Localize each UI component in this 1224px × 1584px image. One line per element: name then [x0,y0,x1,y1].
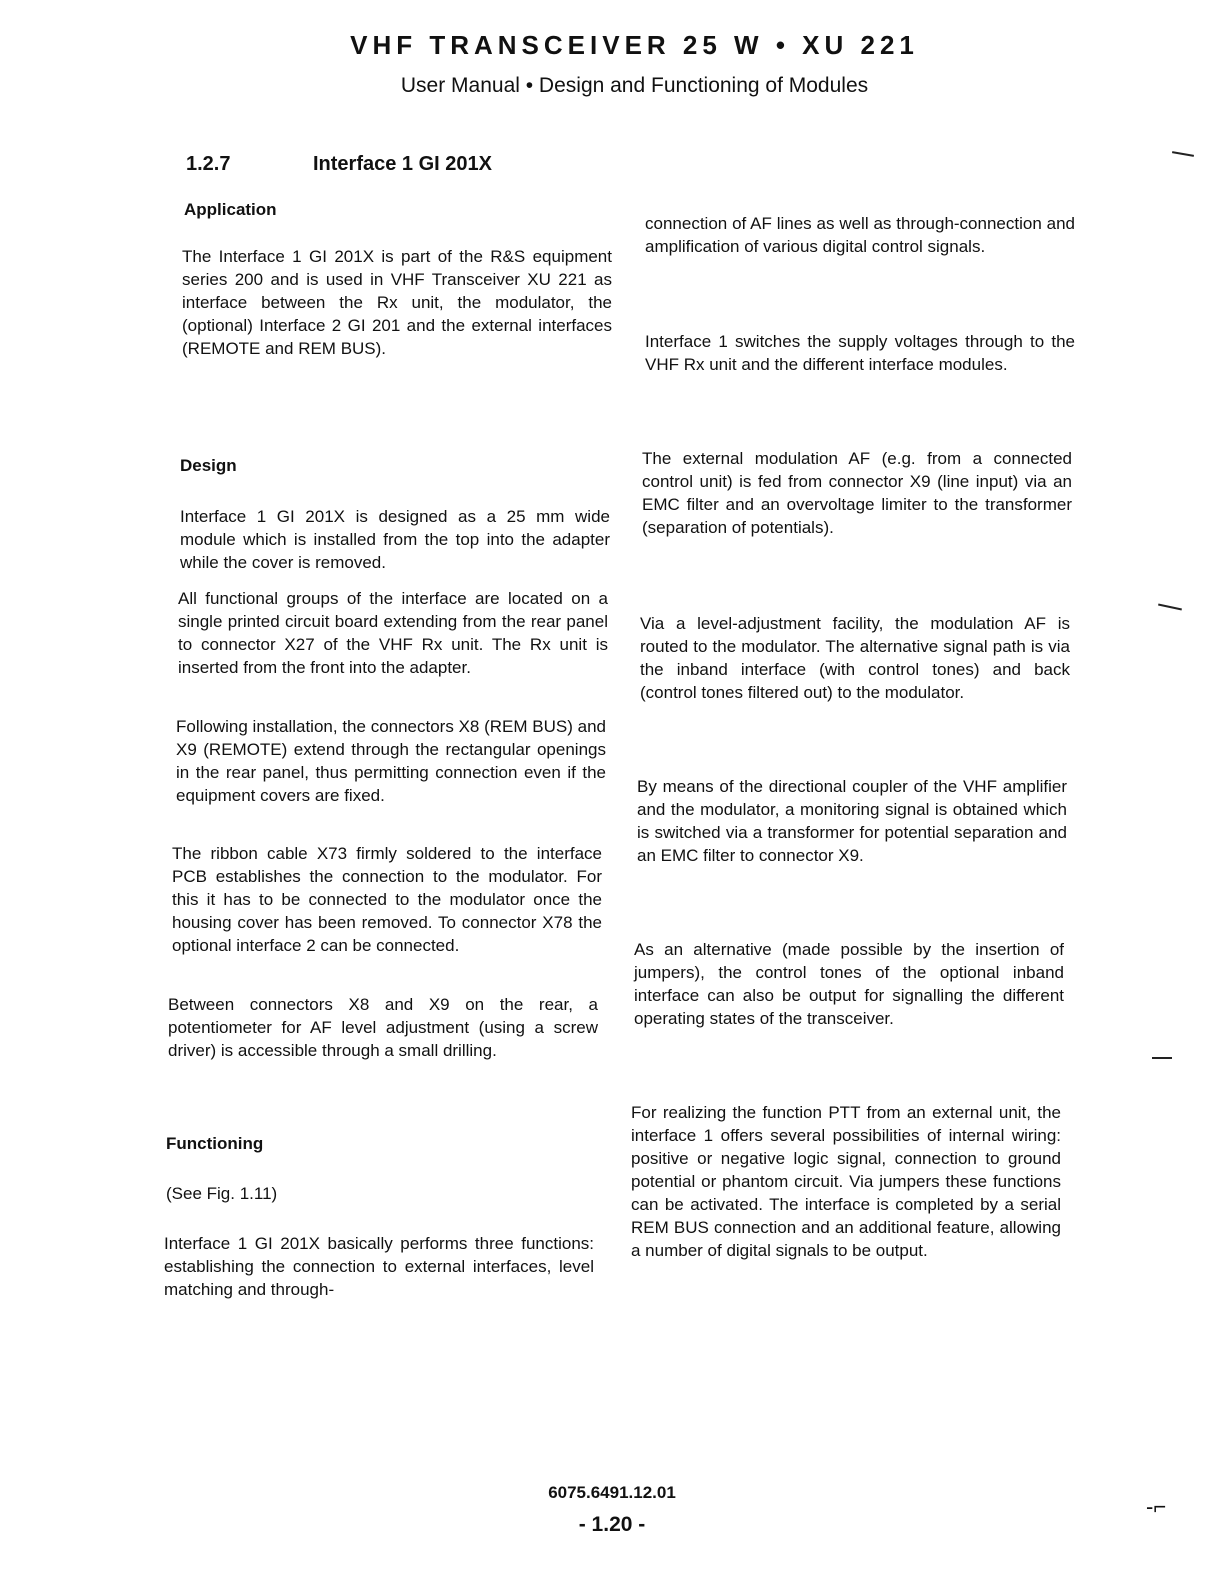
page-number: - 1.20 - [578,1513,646,1536]
design-paragraph-2: All functional groups of the interface are located on a single printed circuit board extending from the rear panel to connector X27 of the VHF Rx unit. The Rx unit is inserted from the front into the adapter. [178,589,608,677]
margin-mark [1172,151,1194,157]
page-subtitle: User Manual • Design and Functioning of Modules [400,74,869,97]
right-paragraph-5: By means of the directional coupler of the VHF amplifier and the modulator, a monitoring signal is obtained which is switched via a transformer for potential separation and an EMC filter to connector X9. [637,777,1067,865]
functioning-paragraph-1: Interface 1 GI 201X basically performs three functions: establishing the connection to external interfaces, level matching and through- [164,1234,594,1299]
application-heading: Application [184,200,277,219]
section-title: Interface 1 GI 201X [313,153,492,175]
section-number: 1.2.7 [186,153,231,175]
functioning-heading: Functioning [166,1134,264,1153]
margin-mark [1158,604,1182,611]
functioning-reference: (See Fig. 1.11) [166,1184,278,1203]
section-heading [186,153,492,176]
design-heading: Design [180,456,237,475]
design-paragraph-1: Interface 1 GI 201X is designed as a 25 mm wide module which is installed from the top into the adapter while the cover is removed. [180,507,610,572]
right-paragraph-6: As an alternative (made possible by the insertion of jumpers), the control tones of the optional inband interface can also be output for signalling the different operating states of the transceiver. [634,940,1064,1028]
margin-mark [1152,1057,1172,1059]
right-paragraph-4: Via a level-adjustment facility, the modulation AF is routed to the modulator. The alternative signal path is via the inband interface (with control tones) and back (control tones filtered out) to the modulator. [640,614,1070,702]
right-paragraph-2: Interface 1 switches the supply voltages through to the VHF Rx unit and the different interface modules. [645,332,1075,374]
right-paragraph-3: The external modulation AF (e.g. from a connected control unit) is fed from connector X9 (line input) via an EMC filter and an overvoltage limiter to the transformer (separation of potentials). [642,449,1072,537]
right-paragraph-1: connection of AF lines as well as through-connection and amplification of various digital control signals. [645,214,1075,256]
document-number: 6075.6491.12.01 [548,1483,676,1502]
corner-mark-icon: -⌐ [1146,1494,1167,1519]
page-title: VHF TRANSCEIVER 25 W • XU 221 [350,30,919,60]
design-paragraph-3: Following installation, the connectors X8 (REM BUS) and X9 (REMOTE) extend through the rectangular openings in the rear panel, thus permitting connection even if the equipment covers are fixed. [176,717,606,805]
design-paragraph-4: The ribbon cable X73 firmly soldered to the interface PCB establishes the connection to the modulator. For this it has to be connected to the modulator once the housing cover has been removed. To connector X78 the optional interface 2 can be connected. [172,844,602,955]
right-paragraph-7: For realizing the function PTT from an external unit, the interface 1 offers several possibilities of internal wiring: positive or negative logic signal, connection to ground potential or phantom circuit. Via jumpers these functions can be activated. The interface is completed by a serial REM BUS connection and an additional feature, allowing a number of digital signals to be output. [631,1103,1061,1260]
design-paragraph-5: Between connectors X8 and X9 on the rear, a potentiometer for AF level adjustment (using a screw driver) is accessible through a small drilling. [168,995,598,1060]
application-paragraph: The Interface 1 GI 201X is part of the R&S equipment series 200 and is used in VHF Transceiver XU 221 as interface between the Rx unit, the modulator, the (optional) Interface 2 GI 201 and the external interfaces (REMOTE and REM BUS). [182,247,612,358]
